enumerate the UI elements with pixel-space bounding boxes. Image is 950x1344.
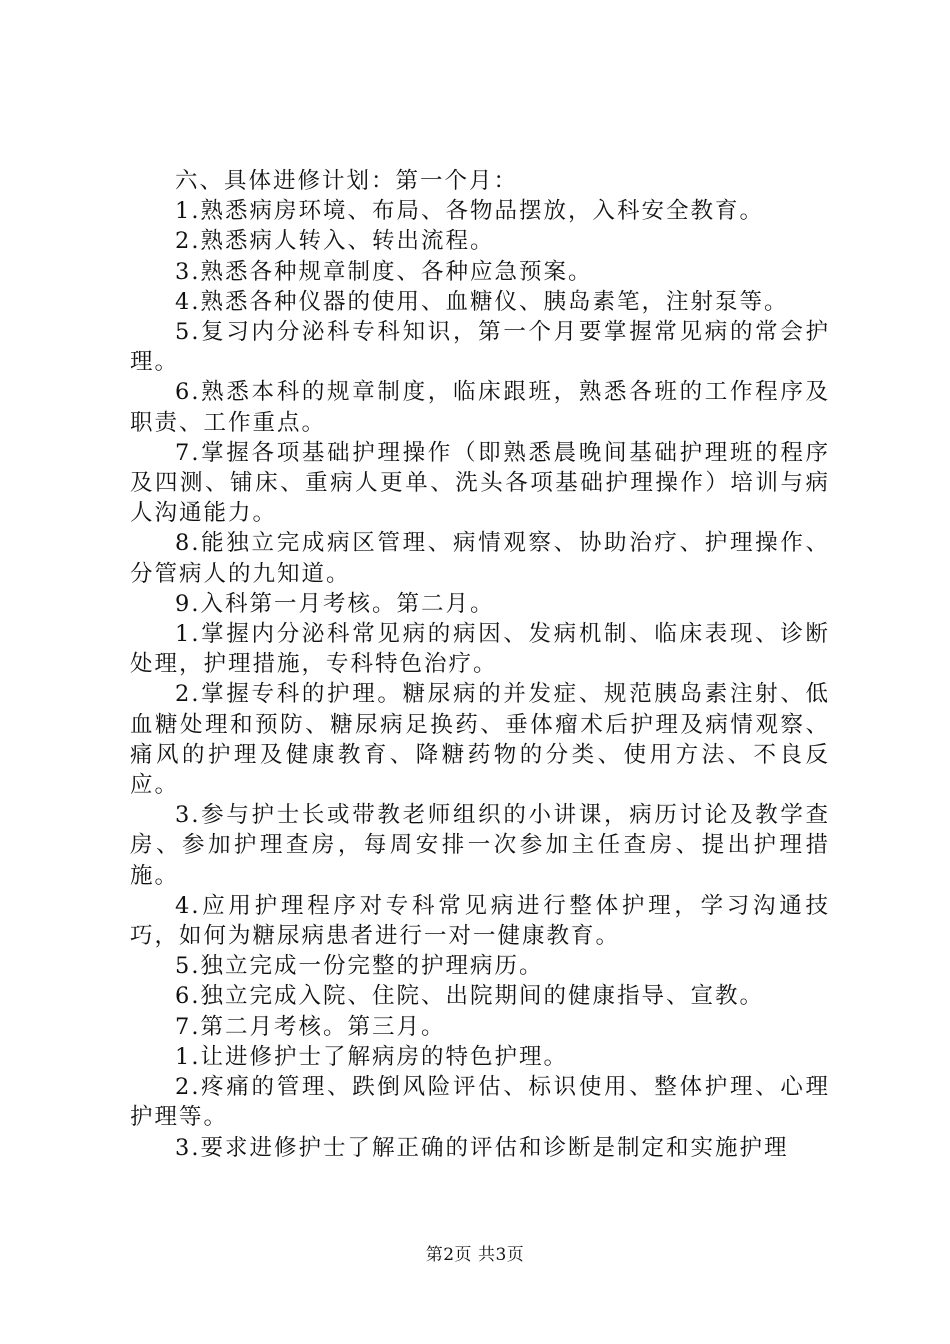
paragraph-item: 1.掌握内分泌科常见病的病因、发病机制、临床表现、诊断处理，护理措施，专科特色治疗。 (130, 621, 830, 678)
paragraph-item: 4.熟悉各种仪器的使用、血糖仪、胰岛素笔，注射泵等。 (175, 288, 789, 315)
paragraph-item: 6.熟悉本科的规章制度，临床跟班，熟悉各班的工作程序及职责、工作重点。 (130, 379, 830, 436)
paragraph-item: 2.掌握专科的护理。糖尿病的并发症、规范胰岛素注射、低血糖处理和预防、糖尿病足换药、垂体瘤术后护理及病情观察、痛风的护理及健康教育、降糖药物的分类、使用方法、不良反应。 (130, 681, 830, 799)
paragraph-item: 3.要求进修护士了解正确的评估和诊断是制定和实施护理 (175, 1134, 789, 1161)
paragraph-item: 7.第二月考核。第三月。 (175, 1013, 446, 1040)
paragraph-item: 8.能独立完成病区管理、病情观察、协助治疗、护理操作、分管病人的九知道。 (130, 530, 830, 587)
paragraph-item: 4.应用护理程序对专科常见病进行整体护理，学习沟通技巧，如何为糖尿病患者进行一对一健康教育。 (130, 892, 830, 950)
paragraph-item: 7.掌握各项基础护理操作（即熟悉晨晚间基础护理班的程序及四测、铺床、重病人更单、洗头各项基础护理操作）培训与病人沟通能力。 (130, 439, 830, 527)
paragraph-section-heading: 六、具体进修计划：第一个月： (175, 168, 519, 194)
page-number-footer: 第2页 共3页 (425, 1245, 525, 1265)
paragraph-item: 2.疼痛的管理、跌倒风险评估、标识使用、整体护理、心理护理等。 (130, 1074, 830, 1131)
document-body (130, 166, 830, 1163)
paragraph-item: 5.复习内分泌科专科知识，第一个月要掌握常见病的常会护理。 (130, 319, 830, 376)
paragraph-item: 3.熟悉各种规章制度、各种应急预案。 (175, 258, 593, 285)
paragraph-item: 5.独立完成一份完整的护理病历。 (175, 953, 544, 980)
paragraph-item: 9.入科第一月考核。第二月。 (175, 590, 495, 617)
paragraph-item: 3.参与护士长或带教老师组织的小讲课，病历讨论及教学查房、参加护理查房，每周安排一次参加主任查房、提出护理措施。 (130, 802, 830, 889)
paragraph-item: 6.独立完成入院、住院、出院期间的健康指导、宣教。 (175, 983, 764, 1010)
paragraph-item: 1.让进修护士了解病房的特色护理。 (175, 1043, 568, 1070)
paragraph-item: 1.熟悉病房环境、布局、各物品摆放，入科安全教育。 (175, 198, 764, 225)
paragraph-item: 2.熟悉病人转入、转出流程。 (175, 228, 495, 255)
